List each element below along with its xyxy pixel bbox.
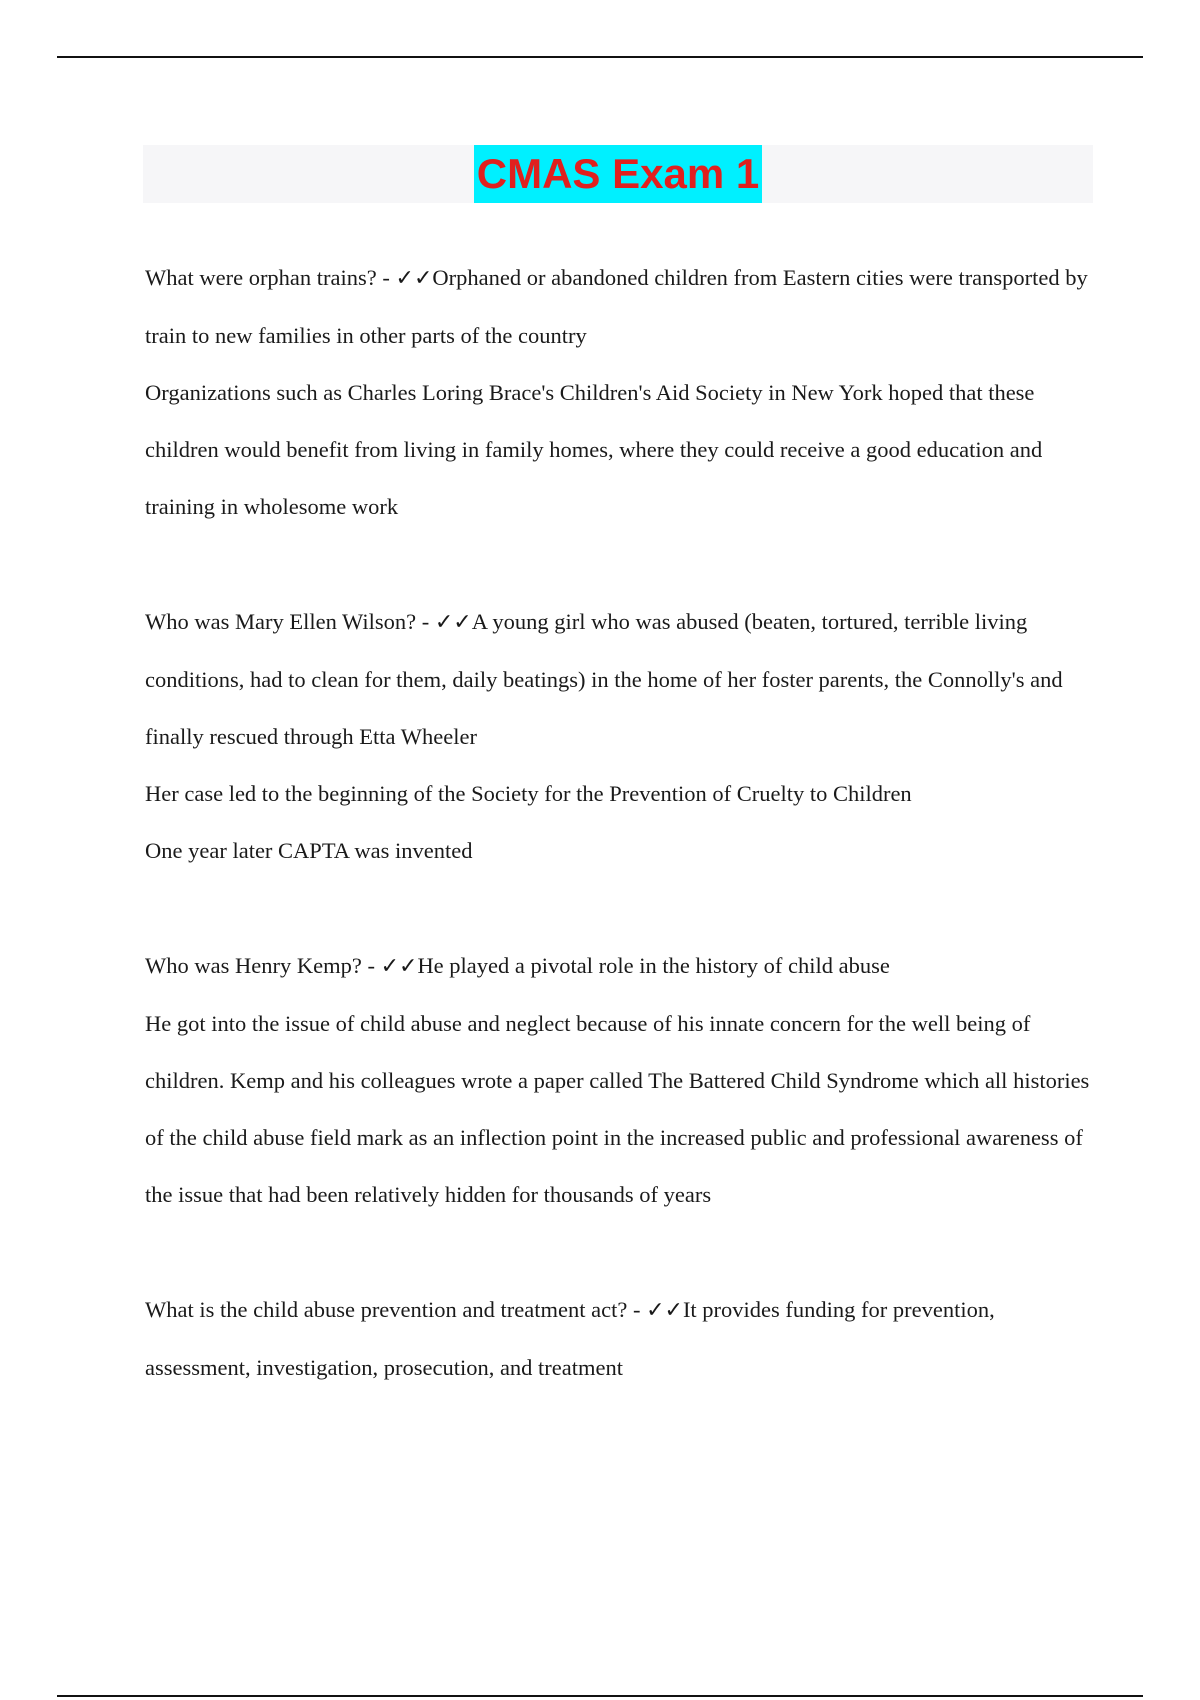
separator: -: [627, 1297, 647, 1322]
qa-item: [145, 593, 1105, 879]
qa-first-paragraph: [145, 1281, 1105, 1396]
qa-item: [145, 937, 1105, 1223]
answer-line: He played a pivotal role in the history of child abuse: [417, 953, 890, 978]
qa-item: [145, 1281, 1105, 1396]
document-body: [145, 249, 1105, 1454]
question-text: What is the child abuse prevention and treatment act?: [145, 1297, 628, 1322]
answer-line: Her case led to the beginning of the Society for the Prevention of Cruelty to Children: [145, 781, 912, 806]
double-check-icon: ✓✓: [395, 266, 433, 291]
qa-first-paragraph: [145, 593, 1105, 765]
qa-first-paragraph: [145, 249, 1105, 364]
answer-line: One year later CAPTA was invented: [145, 838, 473, 863]
question-text: What were orphan trains?: [145, 265, 377, 290]
bottom-rule: [57, 1695, 1143, 1697]
answer-line: He got into the issue of child abuse and neglect because of his innate concern for the well being of children. Kemp and his colleagues wrote a paper called The Battered Child Syndrome which all histories of the child abuse field mark as an inflection point in the increased public and professional awareness of the issue that had been relatively hidden for thousands of years: [145, 1011, 1090, 1207]
question-text: Who was Henry Kemp?: [145, 953, 362, 978]
title-band: [143, 145, 1093, 203]
answer-line: A young girl who was abused (beaten, tortured, terrible living conditions, had to clean for them, daily beatings) in the home of her foster parents, the Connolly's and finally rescued through Etta Wheeler: [145, 609, 1063, 749]
top-rule: [57, 56, 1143, 58]
answer-line: Organizations such as Charles Loring Brace's Children's Aid Society in New York hoped that these children would benefit from living in family homes, where they could receive a good education and training in wholesome work: [145, 380, 1043, 519]
separator: -: [416, 609, 435, 634]
question-text: Who was Mary Ellen Wilson?: [145, 609, 417, 634]
page-title: CMAS Exam 1: [474, 145, 762, 203]
qa-first-paragraph: [145, 937, 1105, 995]
answer-line: Orphaned or abandoned children from Eastern cities were transported by train to new families in other parts of the country: [145, 265, 1088, 348]
qa-item: [145, 249, 1105, 535]
double-check-icon: ✓✓: [646, 1298, 683, 1323]
separator: -: [376, 265, 396, 290]
double-check-icon: ✓✓: [380, 954, 418, 979]
answer-line: It provides funding for prevention, assessment, investigation, prosecution, and treatment: [145, 1297, 995, 1380]
separator: -: [361, 953, 381, 978]
double-check-icon: ✓✓: [434, 610, 472, 635]
